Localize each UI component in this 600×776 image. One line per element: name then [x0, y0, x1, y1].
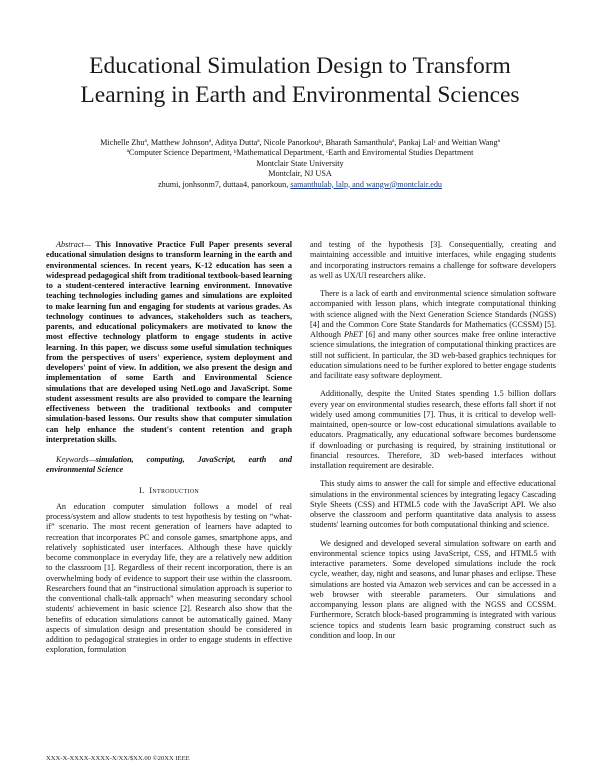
- right-column: [310, 240, 556, 641]
- abstract-lead: Abstract—: [56, 240, 92, 249]
- paper-title: [40, 52, 560, 110]
- location: Montclair, NJ USA: [268, 169, 332, 179]
- email-line: [40, 180, 560, 190]
- abstract: [46, 240, 292, 445]
- abstract-text: This Innovative Practice Full Paper presents several educational simulation designs to transform learning in the earth and environmental sciences. In recent years, K-12 education has seen a widespread pedagogical shift from traditional textbook-based learning to a student-centered interactive learning environment. Innovative teaching technologies including games and simulations are exploited to make learning fun and engaging for students at various grades. As technology continues to advances, stakeholders such as teachers, parents, and educational policymakers are motivated to know the most effective technology platform to engage students in active learning. In this paper, we discuss some useful simulation techniques from the perspectives of users' experience, system deployment and developers' point of view. In addition, we also present the design and implementation of some Earth and Environmental Science simulations that are developed using NetLogo and JavaScript. Some student assessment results are also provided to compare the learning effectiveness between the traditional textbooks and computer simulation-based lessons. Our results show that computer simulation can help enhance the student's content retention and graph interpretation skills.: [46, 240, 292, 444]
- right-paragraph-1: and testing of the hypothesis [3]. Consequentially, creating and maintaining accessible and intuitive interfaces, while engaging students and incorporating instructors remains a challenge for software developers as well as UX/UI researchers alike.: [310, 240, 556, 280]
- title-line-1: Educational Simulation Design to Transform: [89, 53, 511, 79]
- emails-link[interactable]: samanthulab, lalp, and wangw@montclair.edu: [290, 179, 443, 189]
- right-paragraph-4: This study aims to answer the call for simple and effective educational simulations in the environmental sciences by integrating legacy Cascading Style Sheets (CSS) and HTML5 code with the JavaScript API. We also observe the classroom and perform quantitative data analysis to assess students' learning outcomes for both computational thinking and science.: [310, 479, 556, 530]
- section-title: Introduction: [149, 485, 199, 495]
- left-column: [46, 240, 292, 656]
- right-paragraph-2: [310, 289, 556, 381]
- right-paragraph-3: Additionally, despite the United States spending 1.5 billion dollars every year on environmental studies research, these efforts fall short if not widely used among communities [7]. Thus, it is critical to develop well-maintained, open-source or low-cost educational simulations available to educators. Pragmatically, any educational software becomes burdensome if downloading or purchasing is required, by straining institutional or financial resources. Therefore, 3D web-based interfaces without installation requirement are desirable.: [310, 389, 556, 470]
- intro-paragraph: An education computer simulation follows a model of real process/system and allow students to test hypothesis by testing on “what-if” scenario. The most recent generation of learners have adapted to recreation that incorporates PC and console games, smartphone apps, and relatively sophisticated user interfaces. Although these have quickly become commonplace in everyday life, they are a relatively new addition to the classroom [1]. Regardless of their recent incorporation, there is an overwhelming body of evidence to support their use within the classroom. Researchers found that an “instructional simulation approach is superior to the conventional chalk-talk approach” when measuring secondary school students' achievement in basic science [2]. Research also show that the benefits of education simulations cannot be automatically gained. Many aspects of simulation design and presentation should be considered in addition to pedagogical strategies in order to engage students in effective exploration, formulation: [46, 501, 292, 655]
- affiliations: ªComputer Science Department, ᵇMathematical Department, ᶜEarth and Enviromental Studies Department: [126, 148, 474, 158]
- phet-name: PhET: [343, 330, 363, 339]
- keywords-text: simulation, computing, JavaScript, earth and environmental Science: [46, 455, 292, 475]
- author-block: [40, 138, 560, 190]
- section-number: I.: [138, 485, 145, 495]
- title-line-2: Learning in Earth and Environmental Sciences: [80, 82, 520, 108]
- university: Montclair State University: [256, 158, 344, 168]
- emails-plain: zhumi, jonhsonm7, duttaa4, panorkoun,: [157, 179, 289, 189]
- author-names: Michelle Zhuª, Matthew Johnsonª, Aditya Duttaª, Nicole Panorkouᵇ, Bharath Samanthulaª, Pankaj Lalᶜ and Weitian Wangª: [100, 138, 500, 147]
- keywords: [46, 455, 292, 476]
- copyright-footer: XXX-X-XXXX-XXXX-X/XX/$XX.00 ©20XX IEEE: [46, 755, 190, 762]
- p2-before: There is a lack of earth and environmental science simulation software accompanied with lesson plans, which integrate computational thinking with science aligned with the Next Generation Science Standards (NGSS)[4] and the Common Core State Standards for Mathematics (CCSSM) [5]. Although: [310, 289, 556, 339]
- p2-after: [6] and many other sources make free online interactive science simulations, the integration of computational thinking practices are still not sufficient. In particular, the 3D web-based graphics techniques for education simulations need to be further explored to better engage students and facilitate easy software deployment.: [310, 330, 556, 380]
- keywords-lead: Keywords—: [56, 455, 96, 464]
- section-heading-introduction: [46, 486, 292, 496]
- right-paragraph-5: We designed and developed several simulation software on earth and environmental science topics using JavaScript, CSS, and HTML5 with interactive parameters. Some developed simulations include the rock cycle, weather, day, night and seasons, and lunar phases and eclipse. These simulations are hosted via Amazon web services and can be accessed in a web browser with steerable parameters. Our simulations and accompanying lesson plans are aligned with the NGSS and CCSSM. Furthermore, Scratch block-based programming is integrated with various science topics and students learn basic programing construct such as condition and loop. In our: [310, 538, 556, 640]
